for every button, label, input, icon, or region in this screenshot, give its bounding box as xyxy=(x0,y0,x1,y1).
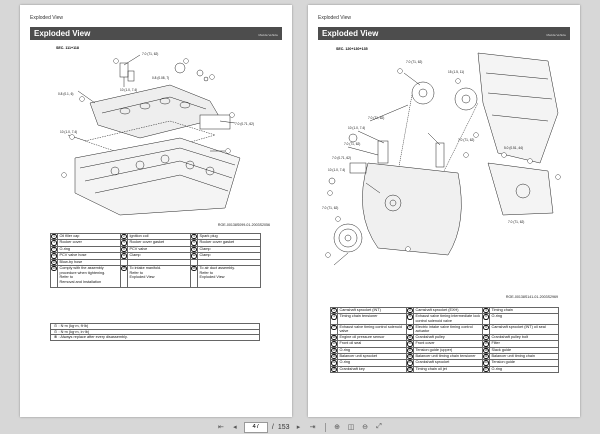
oil-filler-cap-shape xyxy=(175,63,185,73)
torque-callout-1: 7.0 (71, 62) xyxy=(142,52,159,56)
cylinder-block-shape xyxy=(75,138,240,215)
torque-callout-3: 7.0 (71, 62) xyxy=(368,116,385,120)
camshaft-sprocket-int-shape xyxy=(412,82,434,104)
legend-row: ⊗: Always replace after every disassembly. xyxy=(51,335,260,341)
banner-brand: Mazda Vehicle xyxy=(546,33,566,37)
balancer-unit-shape xyxy=(488,163,553,215)
parts-table xyxy=(50,233,261,288)
figure-code: ROE-00138S141-01-2003S2969 xyxy=(505,295,558,299)
table-row: 4 Timing chain tensioner 5 Exhaust valve timing intermediate lock control solenoid valve 6 O-ring xyxy=(331,314,559,324)
torque-callout-2: 10 (1.0, 7.4) xyxy=(120,88,138,92)
table-row: 10 PCV valve hose 11 Clamp 12 Clamp xyxy=(51,253,261,259)
torque-callout-2: 15 (1.5, 11) xyxy=(448,70,465,74)
front-cover-shape xyxy=(362,163,461,255)
zoom-out-icon[interactable]: ⊖ xyxy=(362,424,369,431)
table-row: 7 Exhaust valve timing control solenoid valve 8 Electric intake valve timing control actuator 9 Camshaft sprocket (INT) oil seal xyxy=(331,324,559,334)
legend-row: ⊙: N·m (kg·m, in·lb) xyxy=(51,329,260,335)
rocker-cover-shape xyxy=(90,85,220,138)
torque-callout-3: 0.8 (0.1, 6) xyxy=(58,92,74,96)
ignition-coil-shape xyxy=(120,63,128,77)
left-page xyxy=(20,5,292,417)
table-row: 13 Front oil seal 14 Front cover 15 Filter xyxy=(331,341,559,347)
page-total: 153 xyxy=(277,423,290,431)
torque-callout-4: 10 (1.0, 7.4) xyxy=(348,126,366,130)
toolbar-divider xyxy=(325,423,326,432)
last-page-icon[interactable]: ⇥ xyxy=(309,424,316,431)
next-page-icon[interactable]: ▸ xyxy=(296,424,301,431)
first-page-icon[interactable]: ⇤ xyxy=(217,424,224,431)
torque-callout-6: 7.0 (0.71, 62) xyxy=(332,156,351,160)
torque-callout-5: 7.0 (0.71, 62) xyxy=(235,122,254,126)
torque-callout-9: 7.0 (71, 62) xyxy=(458,138,475,142)
table-row: 10 Engine oil pressure sensor 11 Crankshaft pulley 12 Crankshaft pulley bolt xyxy=(331,334,559,340)
parts-table xyxy=(330,307,559,373)
page-header-title: Exploded View xyxy=(318,15,351,21)
fit-page-icon[interactable]: ◫ xyxy=(347,424,355,431)
fullscreen-icon[interactable]: ⤢ xyxy=(376,423,382,430)
engine-exploded-diagram xyxy=(20,43,292,218)
torque-callout-5: 7.0 (71, 62) xyxy=(344,142,361,146)
figure-code: ROE-00138S099-01-2003S2056 xyxy=(217,223,270,227)
torque-callout-11: 7.0 (71, 62) xyxy=(508,220,525,224)
page-header-title: Exploded View xyxy=(30,15,63,21)
section-code: SEC. 111+118 xyxy=(56,46,79,50)
prev-page-icon[interactable]: ◂ xyxy=(233,424,237,431)
zoom-in-icon[interactable]: ⊕ xyxy=(334,424,341,431)
timing-chain-exploded-diagram xyxy=(308,43,580,293)
section-banner xyxy=(30,27,282,40)
table-row: 22 O-ring 23 Crankshaft sprocket 24 Tension guide xyxy=(331,360,559,366)
table-row: 4 Rocker cover 5 Rocker cover gasket 6 Rocker cover gasket xyxy=(51,240,261,246)
torque-callout-8: 7.0 (71, 62) xyxy=(322,206,339,210)
torque-callout-1: 7.0 (71, 62) xyxy=(406,60,423,64)
table-row: 16 O-ring 17 Tension guide (upper) 18 Slack guide xyxy=(331,347,559,353)
callout-marker xyxy=(398,69,403,74)
section-code: SEC. 120+130+135 xyxy=(336,47,368,51)
table-row: 1 Camshaft sprocket (INT) 2 Camshaft sprocket (EXH) 3 Timing chain xyxy=(331,308,559,314)
legend-row: ⊙: N·m (kg·m, ft·lb) xyxy=(51,324,260,330)
table-row: 7 O-ring 8 PCV valve 9 Clamp xyxy=(51,246,261,252)
banner-brand: Mazda Vehicle xyxy=(258,33,278,37)
table-row: 1 Oil filler cap 2 Ignition coil 3 Spark plug xyxy=(51,234,261,240)
torque-callout-4: 0.8 (0.08, 7) xyxy=(152,76,170,80)
right-page xyxy=(308,5,580,417)
table-row: 14 Comply with the assembly procedure when tightening. Refer to Removal and Installation 15 To intake manifold. Refer to Exploded View 16 To air duct assembly. Refer to Exploded View xyxy=(51,265,261,287)
hose-box xyxy=(200,115,230,129)
page-separator: / xyxy=(271,423,274,431)
table-row: 19 Balancer unit sprocket 20 Balancer unit timing chain tensioner 21 Balancer unit timing chain xyxy=(331,353,559,359)
callout-marker xyxy=(114,59,119,64)
torque-callout-10: 5.0 (0.51, 44) xyxy=(504,146,523,150)
camshaft-sprocket-exh-shape xyxy=(455,88,477,110)
section-banner xyxy=(318,27,570,40)
banner-title: Exploded View xyxy=(322,29,379,38)
torque-callout-7: 10 (1.0, 7.4) xyxy=(328,168,346,172)
torque-callout-6: 10 (1.0, 7.4) xyxy=(60,130,78,134)
page-number-input[interactable] xyxy=(244,422,268,433)
crankshaft-pulley-shape xyxy=(334,224,362,252)
banner-title: Exploded View xyxy=(34,29,91,38)
table-row: 13 Blow-by hose xyxy=(51,259,261,265)
table-row: 25 Crankshaft key 26 Timing chain oil jet 27 O-ring xyxy=(331,366,559,372)
legend-table xyxy=(50,323,260,341)
viewer-toolbar xyxy=(0,420,600,434)
tension-guide-shape xyxy=(378,141,388,163)
